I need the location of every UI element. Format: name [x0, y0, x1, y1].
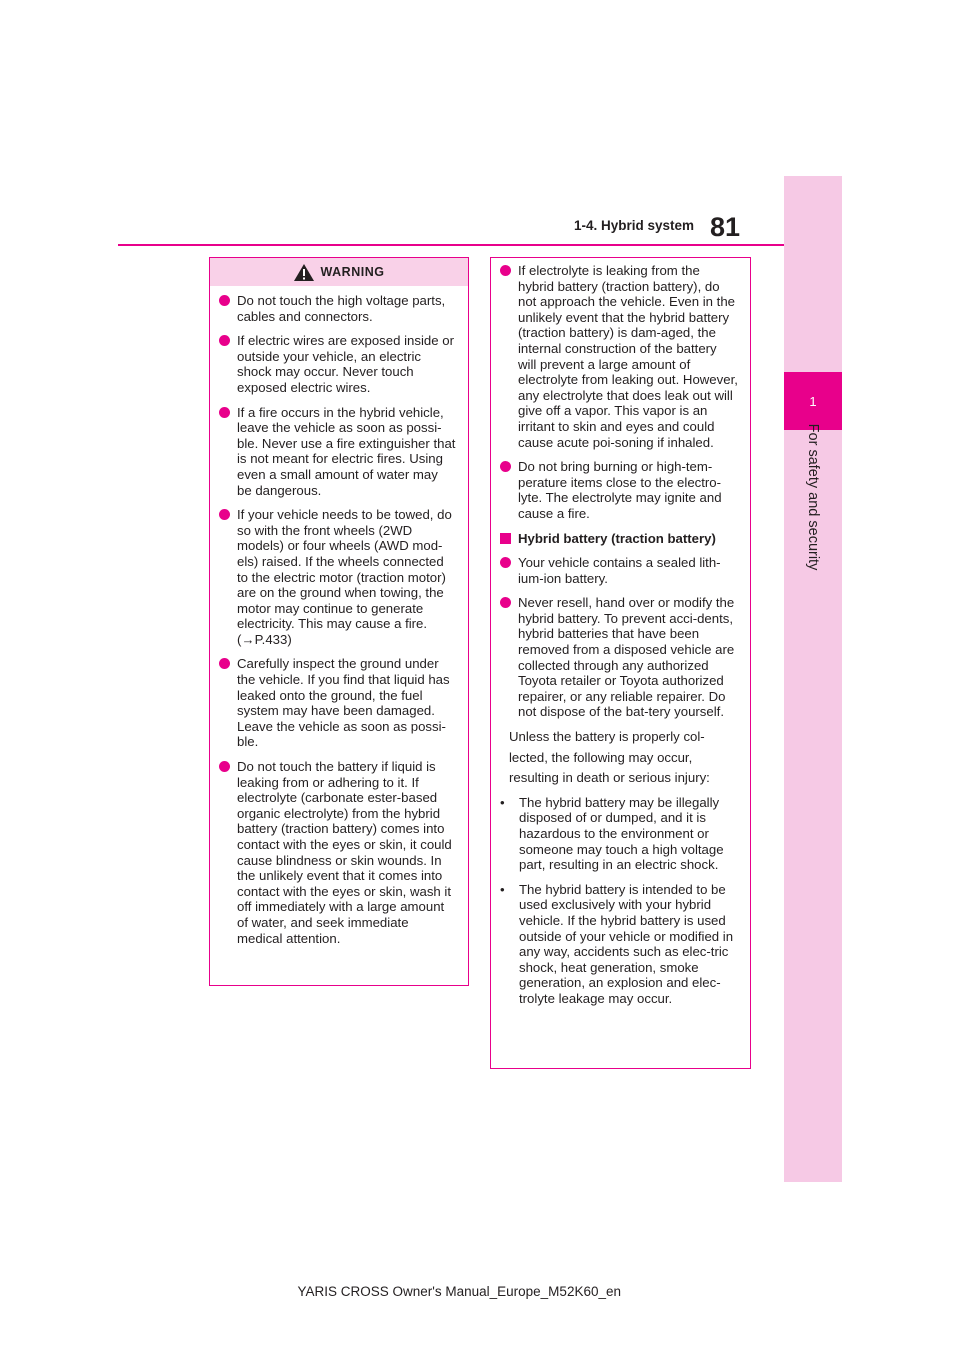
bullet-dot-icon [500, 461, 511, 472]
chapter-number: 1 [784, 372, 842, 430]
bullet-dot-icon [219, 335, 230, 346]
paragraph-line: Unless the battery is properly col- [509, 729, 705, 745]
bullet-dot-icon [500, 597, 511, 608]
warning-bullet: Do not touch the high voltage parts, cables and connectors. [219, 293, 456, 324]
section-title: 1-4. Hybrid system [574, 218, 695, 233]
bullet-dot-icon [219, 761, 230, 772]
paragraph-line: lected, the following may occur, [509, 749, 693, 765]
bullet-dot-icon [219, 295, 230, 306]
list-marker: • [500, 881, 505, 897]
paragraph-line: resulting in death or serious injury: [509, 770, 710, 786]
warning-title: WARNING [320, 265, 385, 279]
chapter-title: For safety and security [805, 423, 821, 571]
header-divider [118, 244, 784, 246]
warning-bullet: If electric wires are exposed inside or outside your vehicle, an electric shock may occur. Never touch exposed electric wires. [219, 333, 456, 395]
warning-bullet: If your vehicle needs to be towed, do so with the front wheels (2WD models) or four wheels (AWD mod-els) raised. If the wheels connected to the electric motor (traction motor) are on the ground when towing, the motor may continue to generate electricity. This may cause a fire. (→P.433) [219, 507, 456, 647]
battery-subheading: Hybrid battery (traction battery) [500, 531, 738, 547]
warning-bullet: Do not bring burning or high-tem-perature items close to the electro-lyte. The electrolyte may ignite and cause a fire. [500, 459, 738, 521]
warning-bullet: If electrolyte is leaking from the hybrid battery (traction battery), do not approach the vehicle. Even in the unlikely event that the hybrid battery (traction battery) is dam-aged, the internal construction of the battery will prevent a large amount of electrolyte from leaking out. However, any electrolyte that does leak out will give off a vapor. This vapor is an irritant to skin and eyes and could cause acute poi-soning if inhaled. [500, 263, 738, 450]
warning-bullet: Do not touch the battery if liquid is leaking from or adhering to it. If electrolyte (carbonate ester-based organic electrolyte) from the hybrid battery (traction battery) comes into contact with the eyes or skin, it could cause blindness or skin wounds. In the unlikely event that it comes into contact with the eyes or skin, wash it off immediately with a large amount of water, and seek immediate medical attention. [219, 759, 456, 946]
bullet-dot-icon [500, 557, 511, 568]
page-number: 81 [710, 212, 741, 242]
footer-manual-title: YARIS CROSS Owner's Manual_Europe_M52K60_en [297, 1284, 621, 1299]
warning-bullet: If a fire occurs in the hybrid vehicle, leave the vehicle as soon as possi-ble. Never use a fire extinguisher that is not meant for electric fires. Using even a small amount of water may be dangerous. [219, 405, 456, 499]
battery-bullet: Never resell, hand over or modify the hybrid battery. To prevent acci-dents, hybrid batteries that have been removed from a disposed vehicle are collected through any authorized Toyota retailer or Toyota authorized repairer, or any reliable repairer. Do not dispose of the bat-tery yourself. [500, 595, 738, 720]
warning-box [209, 257, 469, 986]
warning-continued-box [490, 257, 751, 1069]
bullet-dot-icon [219, 509, 230, 520]
chapter-side-tab [784, 176, 842, 1182]
warning-bullet: Carefully inspect the ground under the vehicle. If you find that liquid has leaked onto the ground, the fuel system may have been damaged. Leave the vehicle as soon as possi-ble. [219, 656, 456, 750]
consequence-item: • The hybrid battery may be illegally disposed of or dumped, and it is hazardous to the environment or someone may touch a high voltage part, resulting in an electric shock. [500, 794, 724, 873]
bullet-dot-icon [219, 407, 230, 418]
warning-header [210, 258, 468, 286]
bullet-dot-icon [219, 658, 230, 669]
square-bullet-icon [500, 533, 511, 544]
consequence-item: • The hybrid battery is intended to be used exclusively with your hybrid vehicle. If the hybrid battery is used outside of your vehicle or modified in any way, accidents such as elec-tric shock, heat generation, smoke generation, an explosion and elec-trolyte leakage may occur. [500, 881, 734, 1006]
battery-bullet: Your vehicle contains a sealed lith-ium-ion battery. [500, 555, 738, 586]
warning-triangle-icon [294, 264, 314, 281]
bullet-dot-icon [500, 265, 511, 276]
list-marker: • [500, 794, 505, 810]
